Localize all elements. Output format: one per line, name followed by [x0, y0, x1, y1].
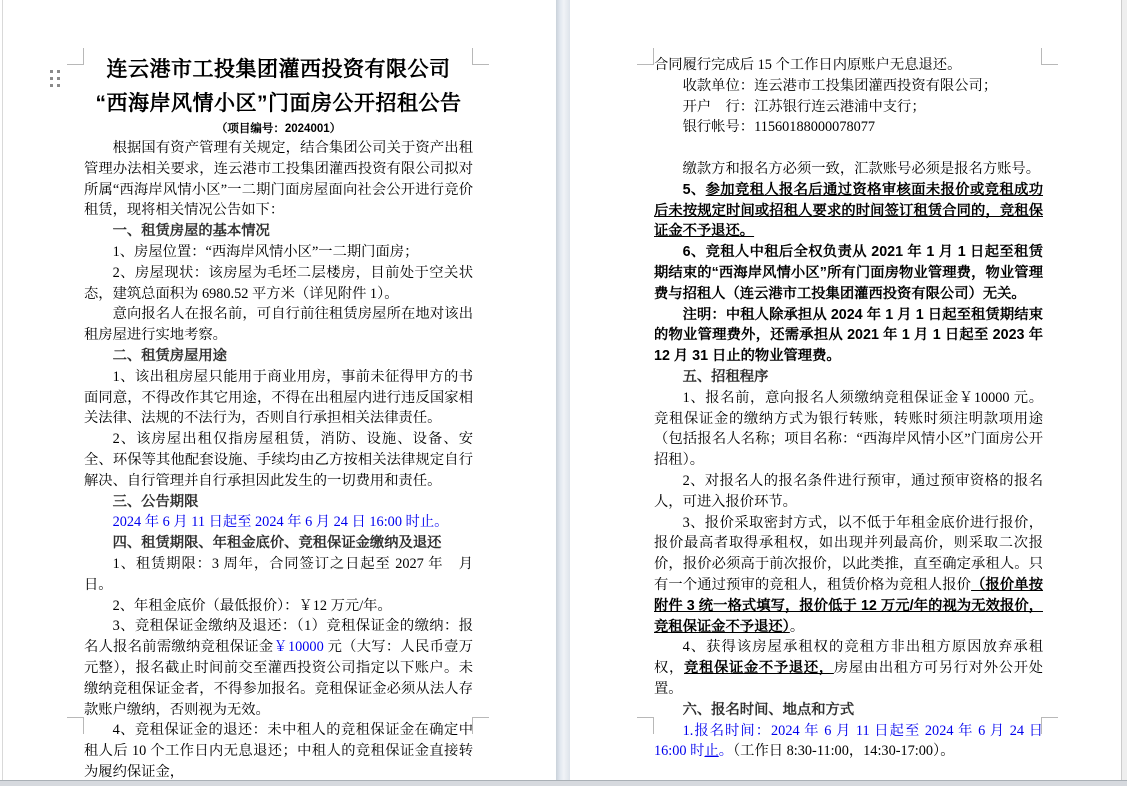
- text-run: 2、年租金底价（最低报价）：￥12 万元/年。: [112, 597, 392, 614]
- paragraph: [654, 513, 1043, 638]
- project-number: [84, 121, 473, 138]
- paragraph: [654, 138, 1043, 159]
- text-run: 1、该出租房屋只能用于商业用房，事前未征得甲方的书面同意，不得改作其它用途，不得在出租屋内进行违反国家相关法律、法规的不法行为，否则自行承担相关法律责任。: [84, 368, 473, 427]
- margin-crop-mark: [637, 48, 654, 65]
- paragraph: [84, 367, 473, 429]
- paragraph: [654, 637, 1043, 699]
- paragraph: [654, 55, 1043, 76]
- paragraph: [654, 305, 1043, 367]
- text-run: 5、: [682, 181, 706, 198]
- text-run: 1.报名时间：2024 年 6 月 11 日起至 2024 年 6 月 24 日 16:00 时: [654, 722, 1043, 760]
- margin-crop-mark: [1041, 48, 1058, 65]
- text-run: 。: [718, 743, 734, 760]
- paragraph: [84, 554, 488, 596]
- text-run: 止: [704, 743, 719, 760]
- text-run: 3、竞租保证金缴纳及退还：（1）竞租保证金的缴纳：报名人报名前需缴纳竞租保证金: [84, 618, 473, 656]
- paragraph: [84, 596, 473, 617]
- section-heading: [84, 346, 473, 367]
- text-run: 2、对报名人的报名条件进行预审，通过预审资格的报名人，可进入报价环节。: [654, 472, 1043, 510]
- margin-crop-mark: [67, 48, 84, 65]
- text-run: （项目编号：2024001）: [215, 123, 342, 135]
- horizontal-scrollbar-track[interactable]: [0, 780, 1127, 786]
- section-heading: [84, 533, 473, 554]
- margin-crop-mark: [67, 717, 84, 734]
- paragraph: [654, 721, 1043, 763]
- text-run: 五、招租程序: [682, 368, 769, 385]
- paragraph: [84, 429, 473, 491]
- text-run: 银行帐号：11560188000078077: [682, 119, 876, 136]
- paragraph: [84, 512, 473, 533]
- text-run: 合同履行完成后 15 个工作日内原账户无息退还。: [654, 57, 962, 73]
- text-run: 收款单位：连云港市工投集团灌西投资有限公司；: [682, 77, 998, 94]
- text-run: 六、报名时间、地点和方式: [682, 701, 855, 718]
- text-run: 。: [789, 618, 805, 635]
- paragraph: [84, 616, 473, 720]
- document-page-2[interactable]: [570, 0, 1121, 780]
- text-run: 2、该房屋出租仅指房屋租赁，消防、设施、设备、安全、环保等其他配套设施、手续均由乙方按相关法律规定自行解决、自行管理并自行承担因此发生的一切费用和责任。: [84, 431, 473, 489]
- text-run: 二、租赁房屋用途: [112, 347, 227, 364]
- text-run: 4、竞租保证金的退还：未中租人的竞租保证金在确定中租人后 10 个工作日内无息退还；中租人的竞租保证金直接转为履约保证金，: [84, 722, 473, 780]
- text-run: （工作日 8:30-11:00，14:30-17:00）。: [733, 743, 955, 760]
- page-2-text-column: [654, 0, 1043, 762]
- paragraph: [654, 117, 1043, 138]
- paragraph: [84, 263, 473, 305]
- section-heading: [654, 367, 1043, 388]
- paragraph-drag-handle-icon[interactable]: [50, 70, 53, 73]
- document-page-1[interactable]: [3, 0, 556, 780]
- paragraph: [654, 159, 1043, 180]
- paragraph: [84, 304, 473, 346]
- doc-title: [84, 53, 473, 87]
- text-run: 注明：中租人除承担从 2024 年 1 月 1 日起至租赁期结束的物业管理费外，还需承担从 2021 年 1 月 1 日起至 2023 年 12 月 31 日止的物业管理费。: [654, 306, 1043, 365]
- text-run: （报价单按附件 3 统一格式填写，报价低于 12 万元/年的视为无效报价，竞租保证金不予退还）: [654, 576, 1044, 635]
- text-run: 缴款方和报名方必须一致，汇款账号必须是报名方账号。: [682, 160, 1041, 177]
- paragraph: [84, 720, 473, 782]
- text-run: 3、报价采取密封方式，以不低于年租金底价进行报价，报价最高者取得承租权，如出现并列最高价，则采取二次报价，报价必须高于前次报价，以此类推，直至确定承租人。只有一个通过预审的竞租人，租赁价格为竞租人报价: [654, 514, 1043, 593]
- margin-crop-mark: [1041, 717, 1058, 734]
- text-run: 2024 年 6 月 11 日起至 2024 年 6 月 24 日 16:00 时止。: [112, 514, 449, 531]
- paragraph: [654, 242, 1043, 304]
- doc-title: [84, 87, 473, 121]
- text-run: 参加竞租人报名后通过资格审核面未报价或竞租成功后未按规定时间或招租人要求的时间签订租赁合同的，竞租保证金不予退还。: [654, 181, 1044, 240]
- text-run: 2、房屋现状：该房屋为毛坯二层楼房，目前处于空关状态，建筑总面积为 6980.52 平方米（详见附件 1）。: [84, 264, 473, 302]
- page-divider: [556, 0, 570, 780]
- margin-crop-mark: [472, 717, 489, 734]
- vertical-scrollbar-track[interactable]: [1121, 0, 1127, 780]
- text-run: 6、竞租人中租后全权负责从 2021 年 1 月 1 日起至租赁期结束的“西海岸风情小区”所有门面房物业管理费，物业管理费与招租人（连云港市工投集团灌西投资有限公司）无关。: [654, 244, 1043, 302]
- text-run: 根据国有资产管理有关规定，结合集团公司关于资产出租管理办法相关要求，连云港市工投集团灌西投资有限公司拟对所属“西海岸风情小区”一二期门面房屋面向社会公开进行竞价租赁，现将相关情况公告如下：: [84, 140, 473, 219]
- paragraph: [84, 242, 473, 263]
- text-run: 房屋由出租方可另行对外公开处置。: [654, 660, 1044, 697]
- text-run: 元（大写：人民币壹万元整），报名截止时间前交至灌西投资公司指定以下账户。未缴纳竞租保证金者，不得参加报名。竞租保证金必须从法人存款账户缴纳，否则视为无效。: [84, 639, 474, 718]
- text-run: 4、获得该房屋承租权的竞租方非出租方原因放弃承租权，: [654, 639, 1043, 677]
- margin-crop-mark: [637, 717, 654, 734]
- section-heading: [654, 700, 1043, 721]
- paragraph: [654, 97, 1043, 118]
- paragraph: [84, 138, 473, 221]
- text-run: 四、租赁期限、年租金底价、竞租保证金缴纳及退还: [112, 535, 442, 552]
- paragraph: [654, 388, 1043, 471]
- page-1-text-column: [84, 0, 488, 783]
- text-run: 1、租赁期限：3 周年，合同签订之日起至 2027 年 月 日。: [84, 555, 488, 593]
- text-run: “西海岸风情小区”门面房公开招租公告: [95, 92, 462, 115]
- text-run: 竞租保证金不予退还，: [683, 660, 834, 677]
- text-run: 连云港市工投集团灌西投资有限公司: [106, 58, 451, 81]
- text-run: 1、报名前，意向报名人须缴纳竞租保证金￥10000 元。竞租保证金的缴纳方式为银行转账，转账时须注明款项用途（包括报名人名称；项目名称：“西海岸风情小区”门面房公开招租）。: [654, 389, 1043, 469]
- margin-crop-mark: [472, 48, 489, 65]
- section-heading: [84, 492, 473, 513]
- text-run: 一、租赁房屋的基本情况: [112, 223, 270, 240]
- text-run: 意向报名人在报名前，可自行前往租赁房屋所在地对该出租房屋进行实地考察。: [84, 306, 473, 344]
- text-run: 开户 行：江苏银行连云港浦中支行；: [682, 98, 926, 115]
- paragraph: [654, 180, 1043, 242]
- section-heading: [84, 221, 473, 242]
- text-run: ￥10000: [273, 639, 328, 656]
- paragraph: [654, 471, 1043, 513]
- text-run: 三、公告期限: [112, 493, 199, 510]
- text-run: 1、房屋位置：“西海岸风情小区”一二期门面房；: [112, 243, 419, 260]
- paragraph: [654, 76, 1043, 97]
